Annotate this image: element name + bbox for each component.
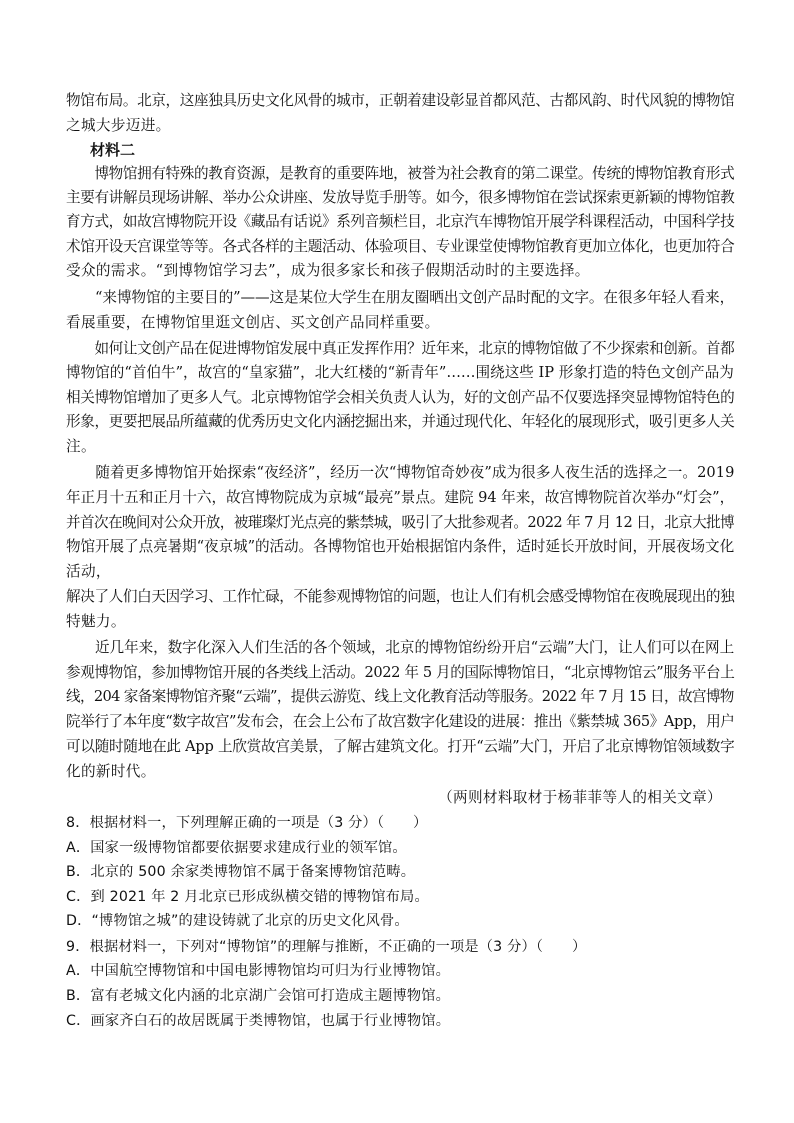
paragraph-line: 物馆布局。北京，这座独具历史文化风骨的城市，正朝着建设彰显首都风范、古都风韵、时代风貌的博物馆 xyxy=(66,92,735,109)
paragraph-line: 院举行了本年度“数字故宫”发布会，在会上公布了故宫数字化建设的进展：推出《紫禁城 365》App，用户 xyxy=(66,713,735,730)
option-b: B．北京的 500 余家类博物馆不属于备案博物馆范畴。 xyxy=(66,864,416,880)
paragraph-line: 之城大步迈进。 xyxy=(66,117,171,134)
paragraph-line: 主要有讲解员现场讲解、举办公众讲座、发放导览手册等。如今，很多博物馆在尝试探索更新颖的博物馆教 xyxy=(66,189,735,206)
source-note: （两则材料取材于杨菲菲等人的相关文章） xyxy=(438,789,722,806)
paragraph-line: 如何让文创产品在促进博物馆发展中真正发挥作用？近年来，北京的博物馆做了不少探索和创新。首都 xyxy=(66,340,735,357)
paragraph-line: 育方式，如故宫博物院开设《藏品有话说》系列音频栏目，北京汽车博物馆开展学科课程活动，中国科学技 xyxy=(66,213,735,230)
paragraph-line: 相关博物馆增加了更多人气。北京博物馆学会相关负责人认为，好的文创产品不仅要选择突显博物馆特色的 xyxy=(66,389,735,406)
option-b: B．富有老城文化内涵的北京湖广会馆可打造成主题博物馆。 xyxy=(66,988,451,1004)
paragraph-line: 近几年来，数字化深入人们生活的各个领域，北京的博物馆纷纷开启“云端”大门，让人们可以在网上 xyxy=(66,639,735,656)
paragraph-line: 随着更多博物馆开始探索“夜经济”，经历一次“博物馆奇妙夜”成为很多人夜生活的选择之一。2019 xyxy=(66,464,735,481)
paragraph-line: “来博物馆的主要目的”——这是某位大学生在朋友圈晒出文创产品时配的文字。在很多年轻人看来， xyxy=(66,289,735,306)
paragraph-line: 物馆开展了点亮暑期“夜京城”的活动。各博物馆也开始根据馆内条件，适时延长开放时间，开展夜场文化 xyxy=(66,538,735,555)
paragraph-line: 线，204 家备案博物馆齐聚“云端”，提供云游览、线上文化教育活动等服务。2022 年 7 月 15 日，故宫博物 xyxy=(66,688,734,705)
paragraph-line: 活动， xyxy=(66,563,111,580)
option-a: A．中国航空博物馆和中国电影博物馆均可归为行业博物馆。 xyxy=(66,963,450,979)
paragraph-line: 参观博物馆，参加博物馆开展的各类线上活动。2022 年 5 月的国际博物馆日，“北京博物馆云”服务平台上 xyxy=(66,664,735,681)
paragraph-line: 化的新时代。 xyxy=(66,763,156,780)
paragraph-line: 博物馆拥有特殊的教育资源，是教育的重要阵地，被誉为社会教育的第二课堂。传统的博物馆教育形式 xyxy=(66,165,735,182)
paragraph-line: 可以随时随地在此 App 上欣赏故宫美景，了解古建筑文化。打开“云端”大门，开启了北京博物馆领域数字 xyxy=(66,738,735,755)
question-8: 8．根据材料一，下列理解正确的一项是（3 分）（ ） xyxy=(66,815,428,831)
paragraph-line: 术馆开设天宫课堂等等。各式各样的主题活动、体验项目、专业课堂使博物馆教育更加立体化，也更加符合 xyxy=(66,238,735,255)
section-heading: 材料二 xyxy=(90,141,136,159)
paragraph-line: 注。 xyxy=(66,438,96,455)
paragraph-line: 形象，更要把展品所蕴藏的优秀历史文化内涵挖掘出来，并通过现代化、年轻化的展现形式，吸引更多人关 xyxy=(66,413,735,430)
paragraph-line: 博物馆的“首伯牛”，故宫的“皇家猫”，北大红楼的“新青年”……围绕这些 IP 形象打造的特色文创产品为 xyxy=(66,364,734,381)
paragraph-line: 并首次在晚间对公众开放，被璀璨灯光点亮的紫禁城，吸引了大批参观者。2022 年 7 月 12 日，北京大批博 xyxy=(66,514,735,531)
question-9: 9．根据材料一，下列对“博物馆”的理解与推断，不正确的一项是（3 分）（ ） xyxy=(66,939,587,955)
paragraph-line: 受众的需求。“到博物馆学习去”，成为很多家长和孩子假期活动时的主要选择。 xyxy=(66,262,590,279)
paragraph-line: 看展重要，在博物馆里逛文创店、买文创产品同样重要。 xyxy=(66,314,440,331)
paragraph-line: 解决了人们白天因学习、工作忙碌，不能参观博物馆的问题，也让人们有机会感受博物馆在夜晚展现出的独 xyxy=(66,588,735,605)
option-c: C．到 2021 年 2 月北京已形成纵横交错的博物馆布局。 xyxy=(66,889,429,905)
paragraph-line: 特魅力。 xyxy=(66,613,126,630)
option-c: C．画家齐白石的故居既属于类博物馆，也属于行业博物馆。 xyxy=(66,1013,451,1029)
option-d: D．“博物馆之城”的建设铸就了北京的历史文化风骨。 xyxy=(66,913,409,929)
paragraph-line: 年正月十五和正月十六，故宫博物院成为京城“最亮”景点。建院 94 年来，故宫博物院首次举办“灯会”， xyxy=(66,489,735,506)
option-a: A．国家一级博物馆都要依据要求建成行业的领军馆。 xyxy=(66,840,407,856)
